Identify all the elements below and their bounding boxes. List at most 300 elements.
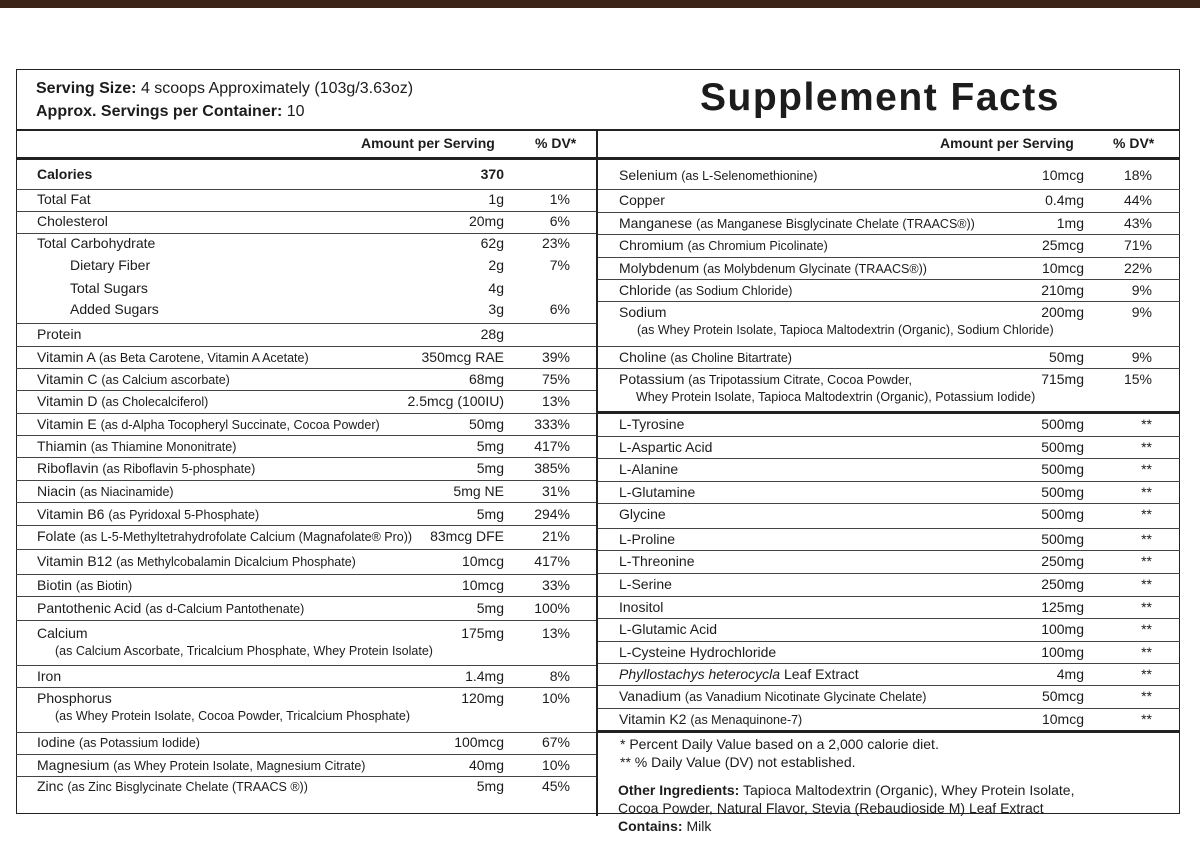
left-row-divider	[16, 323, 596, 324]
right-daily-value: 9%	[1131, 282, 1152, 298]
right-row	[619, 553, 1160, 575]
right-row	[619, 304, 1160, 337]
left-nutrient-name	[37, 668, 61, 684]
left-row	[37, 460, 578, 482]
right-row	[619, 621, 1160, 643]
left-row-divider	[16, 687, 596, 688]
left-daily-value: 67%	[541, 734, 570, 750]
left-row-divider	[16, 480, 596, 481]
left-nutrient-label: Biotin	[37, 577, 73, 593]
left-nutrient-name	[37, 393, 208, 409]
left-amount: 5mg	[476, 438, 504, 454]
left-amount: 5mg NE	[453, 483, 504, 499]
right-nutrient-name	[619, 304, 666, 320]
left-nutrient-name	[37, 438, 236, 454]
left-daily-value: 333%	[534, 416, 570, 432]
left-row-divider	[16, 189, 596, 190]
right-daily-value: **	[1141, 576, 1152, 592]
left-daily-value: 7%	[549, 257, 570, 273]
right-nutrient-name	[619, 371, 912, 387]
left-row-divider	[16, 732, 596, 733]
left-nutrient-source: (as Thiamine Mononitrate)	[90, 440, 237, 454]
serving-size-line	[36, 80, 413, 98]
right-daily-value: **	[1141, 666, 1152, 682]
left-col-amount-header: Amount per Serving	[361, 135, 495, 151]
left-nutrient-sub-source: (as Whey Protein Isolate, Cocoa Powder, Tricalcium Phosphate)	[55, 709, 411, 723]
left-row-divider	[16, 457, 596, 458]
left-nutrient-source: (as Zinc Bisglycinate Chelate (TRAACS ®))	[67, 780, 308, 794]
column-header-divider	[16, 157, 1180, 160]
left-nutrient-source: (as d-Alpha Tocopheryl Succinate, Cocoa Powder)	[100, 418, 380, 432]
left-amount: 370	[480, 166, 504, 182]
left-nutrient-label: Vitamin A	[37, 349, 96, 365]
left-amount: 2.5mcg (100IU)	[407, 393, 504, 409]
left-amount: 83mcg DFE	[430, 528, 504, 544]
left-nutrient-source: (as Calcium ascorbate)	[101, 373, 230, 387]
left-row	[37, 528, 578, 550]
left-row	[37, 235, 578, 257]
serving-size-value: 4 scoops Approximately (103g/3.63oz)	[140, 80, 414, 97]
left-nutrient-label: Zinc	[37, 778, 64, 794]
left-row-divider	[16, 413, 596, 414]
left-nutrient-source: (as L-5-Methyltetrahydrofolate Calcium (Magnafolate® Pro))	[79, 530, 413, 544]
right-row	[619, 192, 1160, 214]
left-nutrient-name	[37, 416, 380, 432]
left-amount: 5mg	[476, 600, 504, 616]
right-nutrient-label: L-Proline	[619, 531, 676, 547]
contains-value: Milk	[686, 818, 712, 834]
left-row-divider	[16, 620, 596, 621]
left-nutrient-source: (as Pyridoxal 5-Phosphate)	[108, 508, 260, 522]
left-daily-value: 10%	[541, 690, 570, 706]
right-nutrient-name	[619, 349, 792, 365]
right-nutrient-label: L-Glutamine	[619, 484, 696, 500]
right-nutrient-sub-source: (as Whey Protein Isolate, Tapioca Maltodextrin (Organic), Sodium Chloride)	[637, 323, 1054, 337]
left-nutrient-name	[37, 483, 174, 499]
left-amount: 62g	[480, 235, 504, 251]
left-row	[37, 393, 578, 415]
right-row-divider	[598, 301, 1180, 302]
right-nutrient-name	[619, 461, 678, 477]
left-row	[70, 257, 578, 279]
left-nutrient-name	[37, 625, 88, 641]
right-amount: 500mg	[1041, 531, 1084, 547]
right-amount: 500mg	[1041, 506, 1084, 522]
right-amount: 100mg	[1041, 644, 1084, 660]
left-row	[70, 301, 578, 323]
left-row-divider	[16, 502, 596, 503]
left-nutrient-name	[37, 757, 365, 773]
left-row	[37, 166, 578, 188]
left-nutrient-label: Thiamin	[37, 438, 87, 454]
right-nutrient-source: (as Vanadium Nicotinate Glycinate Chelate)	[684, 690, 927, 704]
right-row-divider	[598, 279, 1180, 280]
right-row-divider	[598, 550, 1180, 551]
left-row-divider	[16, 525, 596, 526]
right-daily-value: 9%	[1131, 349, 1152, 365]
right-nutrient-label: L-Aspartic Acid	[619, 439, 713, 455]
right-row-divider	[598, 528, 1180, 529]
left-nutrient-label: Iron	[37, 668, 62, 684]
left-amount: 100mcg	[454, 734, 504, 750]
right-nutrient-name	[619, 192, 665, 208]
left-nutrient-source: (as Cholecalciferol)	[101, 395, 209, 409]
right-amount: 250mg	[1041, 576, 1084, 592]
left-amount: 5mg	[476, 460, 504, 476]
left-nutrient-label: Total Fat	[37, 191, 91, 207]
right-nutrient-sub-source: Whey Protein Isolate, Tapioca Maltodextrin (Organic), Potassium Iodide)	[636, 390, 1036, 404]
right-amount: 0.4mg	[1045, 192, 1084, 208]
left-amount: 10mcg	[461, 553, 504, 569]
left-row	[37, 191, 578, 213]
left-row-divider	[16, 665, 596, 666]
right-daily-value: **	[1141, 506, 1152, 522]
left-nutrient-label: Vitamin D	[37, 393, 98, 409]
right-nutrient-source: (as Molybdenum Glycinate (TRAACS®))	[703, 262, 927, 276]
left-nutrient-label: Protein	[37, 326, 82, 342]
left-nutrient-name	[70, 257, 150, 273]
right-daily-value: **	[1141, 461, 1152, 477]
other-ingredients-label: Other Ingredients:	[618, 782, 740, 798]
right-amount: 715mg	[1041, 371, 1084, 387]
left-nutrient-name	[70, 280, 148, 296]
left-daily-value: 13%	[541, 625, 570, 641]
right-nutrient-name	[619, 621, 717, 637]
left-nutrient-name	[37, 577, 132, 593]
top-brand-bar	[0, 0, 1200, 8]
left-row-divider	[16, 596, 596, 597]
right-nutrient-label: Glycine	[619, 506, 666, 522]
left-row	[70, 280, 578, 302]
left-nutrient-label: Vitamin B12	[37, 553, 113, 569]
right-row-divider	[598, 234, 1180, 235]
right-row-divider	[598, 708, 1180, 709]
right-daily-value: **	[1141, 439, 1152, 455]
right-amount: 10mcg	[1041, 167, 1084, 183]
left-amount: 350mcg RAE	[421, 349, 504, 365]
left-daily-value: 45%	[541, 778, 570, 794]
right-nutrient-label: Molybdenum	[619, 260, 700, 276]
right-row	[619, 461, 1160, 483]
left-amount: 5mg	[476, 506, 504, 522]
left-daily-value: 294%	[534, 506, 570, 522]
right-daily-value: **	[1141, 553, 1152, 569]
left-amount: 120mg	[461, 690, 504, 706]
right-amount: 200mg	[1041, 304, 1084, 320]
right-amount: 25mcg	[1041, 237, 1084, 253]
right-daily-value: **	[1141, 711, 1152, 727]
left-row-divider	[16, 368, 596, 369]
right-nutrient-name	[619, 282, 792, 298]
right-nutrient-name	[619, 688, 926, 704]
left-amount: 40mg	[468, 757, 504, 773]
left-row-divider	[16, 574, 596, 575]
right-nutrient-name	[619, 531, 675, 547]
left-row	[37, 734, 578, 756]
right-nutrient-name	[619, 711, 802, 727]
left-amount: 10mcg	[461, 577, 504, 593]
right-nutrient-label: Vanadium	[619, 688, 682, 704]
right-amount: 500mg	[1041, 416, 1084, 432]
right-row-divider	[598, 663, 1180, 664]
left-nutrient-source: (as Beta Carotene, Vitamin A Acetate)	[99, 351, 309, 365]
left-row-divider	[16, 346, 596, 347]
left-daily-value: 6%	[549, 301, 570, 317]
left-nutrient-source: (as Potassium Iodide)	[79, 736, 200, 750]
right-nutrient-label: Vitamin K2	[619, 711, 687, 727]
left-nutrient-source: (as Riboflavin 5-phosphate)	[102, 462, 256, 476]
right-amount: 10mcg	[1041, 711, 1084, 727]
right-daily-value: **	[1141, 599, 1152, 615]
right-row-divider	[598, 212, 1180, 213]
right-row-divider	[598, 458, 1180, 459]
right-row-divider	[598, 596, 1180, 597]
contains-line	[618, 818, 711, 834]
right-row	[619, 576, 1160, 598]
left-nutrient-label: Iodine	[37, 734, 76, 750]
right-daily-value: 43%	[1123, 215, 1152, 231]
right-daily-value: 15%	[1123, 371, 1152, 387]
left-nutrient-name	[37, 600, 304, 616]
left-daily-value: 6%	[549, 213, 570, 229]
other-ingredients-text1: Tapioca Maltodextrin (Organic), Whey Protein Isolate,	[743, 782, 1075, 798]
right-amount: 210mg	[1041, 282, 1084, 298]
right-nutrient-name	[619, 237, 828, 253]
left-amount: 4g	[488, 280, 504, 296]
right-row	[619, 371, 1160, 404]
right-amount: 1mg	[1056, 215, 1084, 231]
right-nutrient-label: L-Glutamic Acid	[619, 621, 718, 637]
right-amount: 10mcg	[1041, 260, 1084, 276]
left-row	[37, 690, 578, 723]
left-amount: 50mg	[468, 416, 504, 432]
right-nutrient-source: (as Tripotassium Citrate, Cocoa Powder,	[688, 373, 912, 387]
right-nutrient-label: Chloride	[619, 282, 672, 298]
center-divider	[596, 130, 598, 816]
right-row-divider	[598, 368, 1180, 369]
left-amount: 1g	[488, 191, 504, 207]
right-nutrient-source: (as L-Selenomethionine)	[681, 169, 818, 183]
right-row	[619, 688, 1160, 710]
header-divider	[16, 129, 1180, 131]
contains-label: Contains:	[618, 818, 683, 834]
left-nutrient-label: Calories	[37, 166, 93, 182]
right-row-divider	[598, 503, 1180, 504]
left-daily-value: 23%	[541, 235, 570, 251]
right-nutrient-label: L-Alanine	[619, 461, 679, 477]
left-row	[37, 600, 578, 622]
left-amount: 2g	[488, 257, 504, 273]
left-amount: 175mg	[461, 625, 504, 641]
left-nutrient-source: (as Methylcobalamin Dicalcium Phosphate)	[116, 555, 356, 569]
left-amount: 5mg	[476, 778, 504, 794]
left-row-divider	[16, 211, 596, 212]
left-row-divider	[16, 776, 596, 777]
right-nutrient-name	[619, 644, 776, 660]
right-daily-value: **	[1141, 416, 1152, 432]
right-nutrient-source: (as Manganese Bisglycinate Chelate (TRAACS®))	[696, 217, 975, 231]
left-amount: 1.4mg	[465, 668, 504, 684]
left-daily-value: 1%	[549, 191, 570, 207]
right-nutrient-label: L-Cysteine Hydrochloride	[619, 644, 777, 660]
left-nutrient-label: Phosphorus	[37, 690, 112, 706]
left-row-divider	[16, 435, 596, 436]
left-nutrient-label: Magnesium	[37, 757, 110, 773]
right-nutrient-label: L-Threonine	[619, 553, 695, 569]
right-nutrient-name	[619, 576, 672, 592]
dv-not-established-note: ** % Daily Value (DV) not established.	[620, 754, 856, 770]
right-nutrient-source: (as Chromium Picolinate)	[687, 239, 828, 253]
dv-footnote: * Percent Daily Value based on a 2,000 calorie diet.	[620, 736, 939, 752]
left-daily-value: 417%	[534, 553, 570, 569]
right-amount: 250mg	[1041, 553, 1084, 569]
right-daily-value: **	[1141, 688, 1152, 704]
right-amount: 500mg	[1041, 484, 1084, 500]
serving-size-label: Serving Size:	[36, 80, 137, 97]
left-row	[37, 625, 578, 658]
left-nutrient-source: (as Biotin)	[75, 579, 133, 593]
left-daily-value: 21%	[541, 528, 570, 544]
left-nutrient-sub-source: (as Calcium Ascorbate, Tricalcium Phosphate, Whey Protein Isolate)	[55, 644, 433, 658]
right-daily-value: **	[1141, 621, 1152, 637]
left-row	[37, 778, 578, 800]
left-nutrient-source: (as Niacinamide)	[79, 485, 174, 499]
right-row-divider	[598, 618, 1180, 619]
left-nutrient-label: Dietary Fiber	[70, 257, 151, 273]
right-nutrient-name	[619, 599, 663, 615]
right-nutrient-label: Selenium	[619, 167, 678, 183]
right-amount: 500mg	[1041, 439, 1084, 455]
left-nutrient-label: Niacin	[37, 483, 76, 499]
left-nutrient-name	[37, 213, 108, 229]
right-nutrient-name	[619, 553, 695, 569]
left-nutrient-name	[37, 734, 200, 750]
right-col-amount-header: Amount per Serving	[940, 135, 1074, 151]
left-nutrient-name	[37, 460, 255, 476]
left-amount: 68mg	[468, 371, 504, 387]
left-daily-value: 13%	[541, 393, 570, 409]
left-amount: 3g	[488, 301, 504, 317]
right-nutrient-label: Choline	[619, 349, 667, 365]
right-nutrient-label: Manganese	[619, 215, 693, 231]
right-col-dv-header: % DV*	[1113, 135, 1155, 151]
servings-per-container-line	[36, 103, 305, 121]
right-amount: 4mg	[1056, 666, 1084, 682]
other-ingredients-line1	[618, 782, 1074, 798]
right-daily-value: 44%	[1123, 192, 1152, 208]
servings-value: 10	[286, 103, 305, 120]
right-row-divider	[598, 436, 1180, 437]
left-col-dv-header: % DV*	[535, 135, 577, 151]
right-row-divider	[598, 411, 1180, 414]
right-nutrient-source: (as Sodium Chloride)	[675, 284, 793, 298]
left-daily-value: 8%	[549, 668, 570, 684]
left-nutrient-name	[37, 528, 412, 544]
servings-label: Approx. Servings per Container:	[36, 103, 283, 120]
left-daily-value: 31%	[541, 483, 570, 499]
left-amount: 28g	[480, 326, 504, 342]
right-amount: 50mcg	[1041, 688, 1084, 704]
right-nutrient-name	[619, 167, 817, 183]
right-nutrient-name	[619, 439, 712, 455]
right-nutrient-name	[619, 416, 684, 432]
left-row	[37, 326, 578, 348]
right-nutrient-source: (as Menaquinone-7)	[690, 713, 803, 727]
left-row-divider	[16, 754, 596, 755]
right-daily-value: 9%	[1131, 304, 1152, 320]
left-daily-value: 10%	[541, 757, 570, 773]
right-row-divider	[598, 257, 1180, 258]
left-nutrient-label: Riboflavin	[37, 460, 99, 476]
right-amount: 125mg	[1041, 599, 1084, 615]
left-nutrient-source: (as d-Calcium Pantothenate)	[145, 602, 305, 616]
left-daily-value: 417%	[534, 438, 570, 454]
left-nutrient-label: Total Sugars	[70, 280, 148, 296]
right-nutrient-source: (as Choline Bitartrate)	[670, 351, 792, 365]
left-daily-value: 100%	[534, 600, 570, 616]
left-nutrient-label: Total Carbohydrate	[37, 235, 156, 251]
right-nutrient-label: L-Serine	[619, 576, 672, 592]
left-nutrient-label: Folate	[37, 528, 76, 544]
left-nutrient-name	[37, 166, 92, 182]
right-nutrient-label: Phyllostachys heterocycla	[619, 666, 781, 682]
right-nutrient-label: Inositol	[619, 599, 664, 615]
left-nutrient-label: Vitamin C	[37, 371, 98, 387]
right-nutrient-name	[619, 666, 859, 682]
left-nutrient-source: (as Whey Protein Isolate, Magnesium Citrate)	[113, 759, 366, 773]
right-row-divider	[598, 641, 1180, 642]
left-nutrient-label: Vitamin B6	[37, 506, 105, 522]
left-nutrient-label: Added Sugars	[70, 301, 159, 317]
left-row-divider	[16, 233, 596, 234]
right-nutrient-label: Chromium	[619, 237, 684, 253]
right-row-divider	[598, 346, 1180, 347]
right-nutrient-label: Potassium	[619, 371, 685, 387]
left-nutrient-name	[37, 235, 155, 251]
right-daily-value: 71%	[1123, 237, 1152, 253]
left-nutrient-name	[37, 778, 308, 794]
left-amount: 20mg	[468, 213, 504, 229]
right-nutrient-label: L-Tyrosine	[619, 416, 685, 432]
right-nutrient-source: Leaf Extract	[783, 666, 859, 682]
left-nutrient-name	[37, 506, 259, 522]
right-row	[619, 506, 1160, 528]
left-nutrient-label: Cholesterol	[37, 213, 108, 229]
right-nutrient-label: Sodium	[619, 304, 667, 320]
right-nutrient-name	[619, 260, 927, 276]
right-daily-value: **	[1141, 531, 1152, 547]
right-row-divider	[598, 189, 1180, 190]
right-row	[619, 237, 1160, 259]
right-row	[619, 167, 1160, 189]
other-ingredients-text2: Cocoa Powder, Natural Flavor, Stevia (Rebaudioside M) Leaf Extract	[618, 800, 1044, 816]
right-nutrient-name	[619, 506, 666, 522]
right-nutrient-name	[619, 484, 695, 500]
left-nutrient-label: Calcium	[37, 625, 88, 641]
right-daily-value: **	[1141, 484, 1152, 500]
left-daily-value: 39%	[541, 349, 570, 365]
left-row	[37, 213, 578, 235]
left-nutrient-name	[37, 553, 356, 569]
left-row-divider	[16, 390, 596, 391]
left-row	[37, 553, 578, 575]
left-daily-value: 385%	[534, 460, 570, 476]
left-daily-value: 33%	[541, 577, 570, 593]
left-nutrient-label: Vitamin E	[37, 416, 97, 432]
right-row-divider	[598, 573, 1180, 574]
left-nutrient-name	[37, 326, 81, 342]
page-title: Supplement Facts	[700, 76, 1060, 119]
